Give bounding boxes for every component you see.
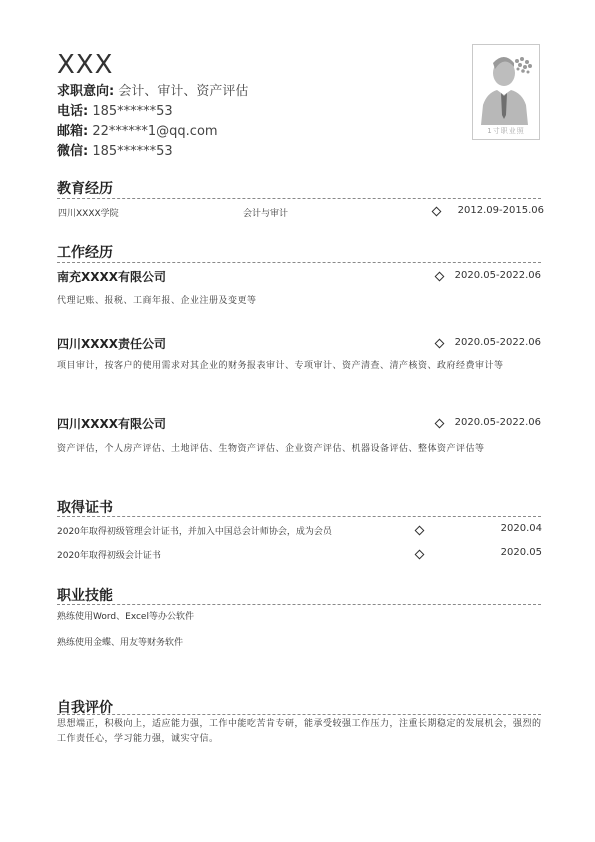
job-intention-row — [57, 84, 248, 100]
work-date-1: 2020.05-2022.06 — [454, 270, 541, 281]
work-title: 工作经历 — [57, 245, 113, 261]
wechat-row — [57, 144, 173, 160]
work-company-2: 四川XXXX责任公司 — [57, 337, 167, 351]
phone-value: 185******53 — [92, 104, 173, 119]
diamond-bullet-icon — [435, 272, 445, 282]
work-company-1: 南充XXXX有限公司 — [57, 270, 167, 284]
wechat-value: 185******53 — [92, 144, 173, 159]
skill-item-2: 熟练使用金蝶、用友等财务软件 — [57, 638, 184, 648]
photo-caption: 1寸职业照 — [487, 127, 525, 135]
work-date-2: 2020.05-2022.06 — [454, 337, 541, 348]
phone-row — [57, 104, 173, 120]
work-desc-2: 项目审计，按客户的使用需求对其企业的财务报表审计、专项审计、资产清查、清产核资、政府经费审计等 — [57, 361, 504, 371]
job-intention-label: 求职意向: — [57, 84, 115, 99]
education-divider — [57, 198, 541, 199]
certificate-date-2: 2020.05 — [500, 547, 542, 558]
self-eval-divider — [57, 714, 541, 715]
diamond-bullet-icon — [415, 526, 425, 536]
certificates-title: 取得证书 — [57, 500, 113, 516]
candidate-name: XXX — [57, 50, 114, 80]
job-intention-value: 会计、审计、资产评估 — [118, 84, 249, 99]
work-desc-1: 代理记账、报税、工商年报、企业注册及变更等 — [57, 296, 257, 306]
skill-item-1: 熟练使用Word、Excel等办公软件 — [57, 612, 194, 622]
self-eval-text: 思想端正，积极向上，适应能力强，工作中能吃苦肯专研，能承受较强工作压力，注重长期稳定的发展机会，强烈的工作责任心，学习能力强，诚实守信。 — [57, 719, 542, 744]
education-major: 会计与审计 — [243, 209, 289, 219]
education-school: 四川XXXX学院 — [58, 209, 119, 219]
email-value: 22******1@qq.com — [92, 124, 218, 139]
email-label: 邮箱: — [57, 124, 89, 139]
diamond-bullet-icon — [435, 419, 445, 429]
work-desc-3: 资产评估，个人房产评估、土地评估、生物资产评估、企业资产评估、机器设备评估、整体资产评估等 — [57, 444, 485, 454]
diamond-bullet-icon — [432, 207, 442, 217]
person-silhouette-icon — [477, 49, 535, 125]
work-date-3: 2020.05-2022.06 — [454, 417, 541, 428]
certificate-date-1: 2020.04 — [500, 523, 542, 534]
email-row — [57, 124, 218, 140]
diamond-bullet-icon — [415, 550, 425, 560]
certificate-item-1: 2020年取得初级管理会计证书，并加入中国总会计师协会，成为会员 — [57, 527, 332, 537]
work-company-3: 四川XXXX有限公司 — [57, 417, 167, 431]
certificate-item-2: 2020年取得初级会计证书 — [57, 551, 161, 561]
skills-divider — [57, 604, 541, 605]
wechat-label: 微信: — [57, 144, 89, 159]
phone-label: 电话: — [57, 104, 89, 119]
education-title: 教育经历 — [57, 181, 113, 197]
work-divider — [57, 262, 541, 263]
profile-photo — [472, 44, 540, 140]
diamond-bullet-icon — [435, 339, 445, 349]
certificates-divider — [57, 516, 541, 517]
self-eval-title: 自我评价 — [57, 700, 113, 716]
skills-title: 职业技能 — [57, 588, 113, 604]
education-date: 2012.09-2015.06 — [457, 205, 544, 216]
